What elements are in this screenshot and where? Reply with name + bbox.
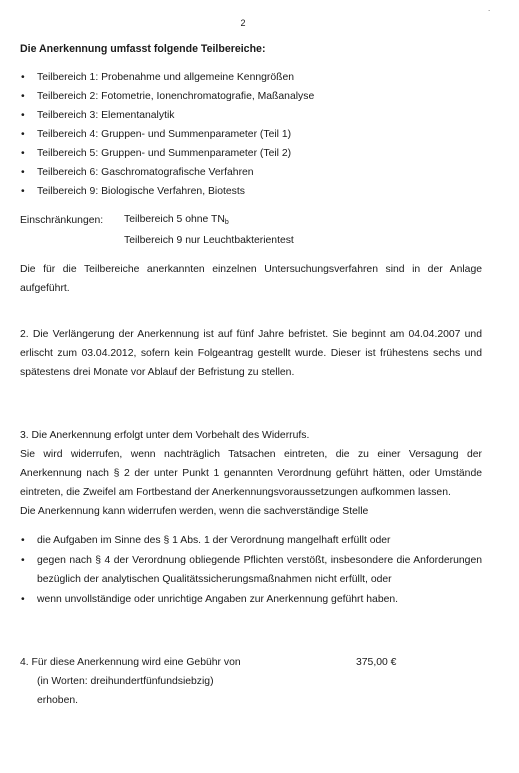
annex-note: Die für die Teilbereiche anerkannten einzelnen Untersuchungsverfahren sind in der Anlage aufgeführt. bbox=[20, 264, 482, 294]
section-3-paragraph: Sie wird widerrufen, wenn nachträglich Tatsachen eintreten, die zu einer Versagung der Anerkennung nach § 2 der unter Punkt 1 genannten Verordnung geführt hätten, oder Umstände eintreten, die Zweifel am Fortbestand der Anerkennungsvoraussetzungen aufkommen lassen. bbox=[20, 449, 482, 498]
page-number: 2 bbox=[240, 18, 246, 28]
areas-list bbox=[20, 68, 482, 201]
section-4 bbox=[20, 653, 482, 710]
list-item: • Teilbereich 9: Biologische Verfahren, Biotests bbox=[20, 182, 482, 201]
restrictions-lines bbox=[124, 211, 294, 250]
list-item: • Teilbereich 4: Gruppen- und Summenparameter (Teil 1) bbox=[20, 125, 482, 144]
list-item: • die Aufgaben im Sinne des § 1 Abs. 1 der Verordnung mangelhaft erfüllt oder bbox=[20, 531, 482, 550]
fee-closing: erhoben. bbox=[37, 695, 79, 706]
fee-text: 4. Für diese Anerkennung wird eine Gebühr von bbox=[20, 657, 241, 668]
scan-speck: . bbox=[488, 4, 491, 13]
fee-in-words: (in Worten: dreihundertfünfundsiebzig) bbox=[37, 676, 214, 687]
list-item: • Teilbereich 2: Fotometrie, Ionenchromatografie, Maßanalyse bbox=[20, 87, 482, 106]
section-heading: Die Anerkennung umfasst folgende Teilbereiche: bbox=[20, 43, 266, 55]
document-body bbox=[20, 40, 482, 710]
revocation-conditions-list bbox=[20, 531, 482, 609]
fee-amount: 375,00 € bbox=[356, 657, 397, 668]
fee-row bbox=[20, 653, 482, 672]
list-item: • Teilbereich 5: Gruppen- und Summenparameter (Teil 2) bbox=[20, 144, 482, 163]
restriction-line-2: Teilbereich 9 nur Leuchtbakterientest bbox=[124, 235, 294, 246]
list-item: • gegen nach § 4 der Verordnung obliegende Pflichten verstößt, insbesondere die Anforderungen bezüglich der analytischen Qualitätssicherungsmaßnahmen nicht erfüllt, oder bbox=[20, 551, 482, 589]
restriction-line-1-text: Teilbereich 5 ohne TN bbox=[124, 214, 225, 225]
restriction-line-1-subscript: b bbox=[224, 219, 229, 226]
restrictions-block bbox=[20, 211, 482, 250]
section-3-paragraph-2: Die Anerkennung kann widerrufen werden, wenn die sachverständige Stelle bbox=[20, 506, 369, 517]
list-item: • Teilbereich 3: Elementanalytik bbox=[20, 106, 482, 125]
section-2-paragraph: 2. Die Verlängerung der Anerkennung ist auf fünf Jahre befristet. Sie beginnt am 04.04.2007 und erlischt zum 03.04.2012, sofern kein Folgeantrag gestellt wurde. Dieser ist frühestens sechs und spätestens drei Monate vor Ablauf der Befristung zu stellen. bbox=[20, 329, 482, 378]
list-item: • wenn unvollständige oder unrichtige Angaben zur Anerkennung geführt haben. bbox=[20, 590, 482, 609]
restriction-line-1 bbox=[124, 211, 294, 232]
list-item: • Teilbereich 1: Probenahme und allgemeine Kenngrößen bbox=[20, 68, 482, 87]
section-3-intro: 3. Die Anerkennung erfolgt unter dem Vorbehalt des Widerrufs. bbox=[20, 430, 310, 441]
list-item: • Teilbereich 6: Gaschromatografische Verfahren bbox=[20, 163, 482, 182]
restrictions-label: Einschränkungen: bbox=[20, 215, 104, 226]
